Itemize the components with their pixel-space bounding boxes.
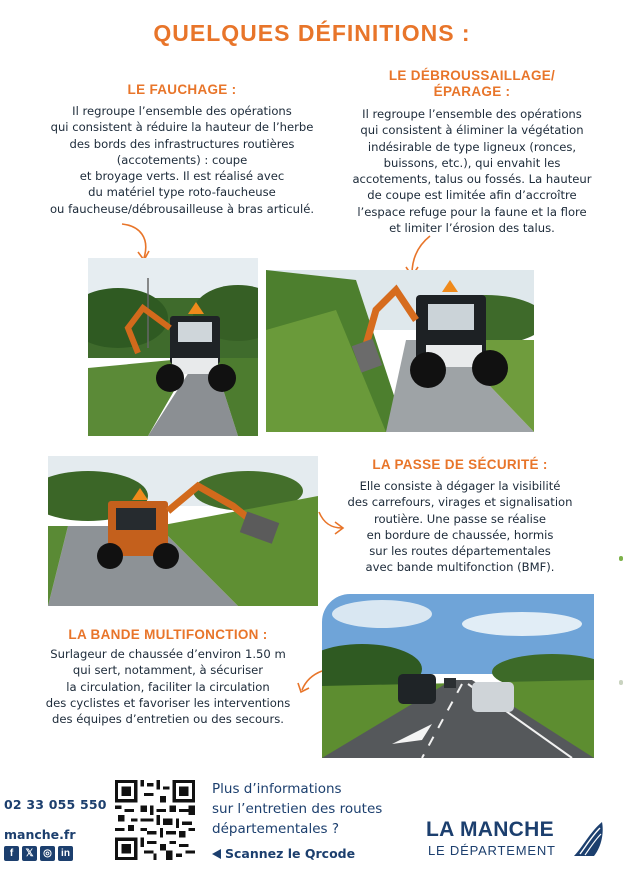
scan-label: Scannez le Qrcode: [225, 846, 356, 861]
text-line: et broyage verts. Il est réalisé avec: [79, 169, 285, 184]
decorative-dot: [619, 556, 623, 561]
curved-arrow-icon: [316, 508, 346, 536]
debroussaillage-photo: [266, 270, 534, 432]
scan-prompt: [212, 846, 355, 861]
logo-wave-icon: [568, 818, 608, 858]
text-line: Surlageur de chaussée d’environ 1.50 m: [50, 647, 286, 661]
text-line: routière. Une passe se réalise: [373, 511, 547, 526]
logo-line2: LE DÉPARTEMENT: [428, 843, 556, 858]
text-line: de coupe est limitée afin d’accroître: [367, 188, 577, 203]
debroussaillage-heading: [344, 68, 600, 100]
text-line: Elle consiste à dégager la visibilité: [359, 479, 561, 493]
passe-text: [322, 478, 598, 576]
text-line: et limiter l’érosion des talus.: [389, 221, 555, 236]
decorative-dot: [619, 680, 623, 685]
passe-securite-photo: [48, 456, 318, 606]
text-line: qui consistent à réduire la hauteur de l’herbe: [50, 120, 314, 135]
text-line: des carrefours, virages et signalisation: [347, 495, 573, 510]
text-line: sur les routes départementales: [369, 544, 551, 559]
text-line: indésirable de type ligneux (ronces,: [367, 139, 577, 154]
bande-multifonction-photo: [322, 594, 594, 758]
facebook-icon[interactable]: f: [4, 846, 19, 861]
text-line: buissons, etc.), qui envahit les: [383, 155, 561, 170]
website-link[interactable]: manche.fr: [4, 827, 76, 842]
text-line: Il regroupe l’ensemble des opérations: [362, 107, 582, 121]
info-line: Plus d’informations: [212, 781, 342, 797]
text-line: en bordure de chaussée, hormis: [366, 527, 554, 542]
text-line: du matériel type roto-faucheuse: [88, 185, 276, 200]
info-text: [212, 779, 382, 839]
text-line: (accotements) : coupe: [116, 152, 248, 167]
text-line: qui sert, notamment, à sécuriser: [72, 663, 264, 678]
text-line: la circulation, faciliter la circulation: [66, 679, 270, 694]
fauchage-photo: [88, 258, 258, 436]
fauchage-text: [46, 103, 318, 217]
text-line: avec bande multifonction (BMF).: [365, 560, 555, 575]
text-line: ou faucheuse/débrousailleuse à bras articulé.: [49, 201, 315, 216]
bande-text: [20, 646, 316, 727]
text-line: qui consistent à éliminer la végétation: [360, 123, 584, 138]
text-line: des bords des infrastructures routières: [69, 136, 295, 151]
text-line: des cyclistes et favoriser les interventions: [45, 695, 291, 710]
heading-line: ÉPARAGE :: [433, 84, 511, 99]
qr-code[interactable]: [115, 780, 195, 860]
social-links: [4, 846, 73, 861]
instagram-icon[interactable]: ◎: [40, 846, 55, 861]
info-line: sur l’entretien des routes: [212, 801, 383, 817]
fauchage-heading: LE FAUCHAGE :: [127, 82, 237, 97]
debroussaillage-text: [334, 106, 610, 236]
logo-line1: LA MANCHE: [426, 818, 554, 841]
phone-number[interactable]: 02 33 055 550: [4, 797, 107, 812]
text-line: l’espace refuge pour la faune et la flore: [357, 204, 587, 219]
x-icon[interactable]: 𝕏: [22, 846, 37, 861]
la-manche-logo[interactable]: [426, 816, 610, 862]
bande-heading: LA BANDE MULTIFONCTION :: [68, 627, 268, 642]
info-line: départementales ?: [212, 821, 339, 837]
page-title: QUELQUES DÉFINITIONS :: [153, 20, 471, 46]
passe-heading: LA PASSE DE SÉCURITÉ :: [372, 457, 548, 472]
heading-line: LE DÉBROUSSAILLAGE/: [388, 68, 556, 83]
text-line: des équipes d’entretien ou des secours.: [52, 712, 284, 727]
linkedin-icon[interactable]: in: [58, 846, 73, 861]
text-line: Il regroupe l’ensemble des opérations: [72, 104, 292, 118]
triangle-left-icon: [212, 849, 221, 859]
text-line: accotements, talus ou fossés. La hauteur: [352, 172, 592, 187]
